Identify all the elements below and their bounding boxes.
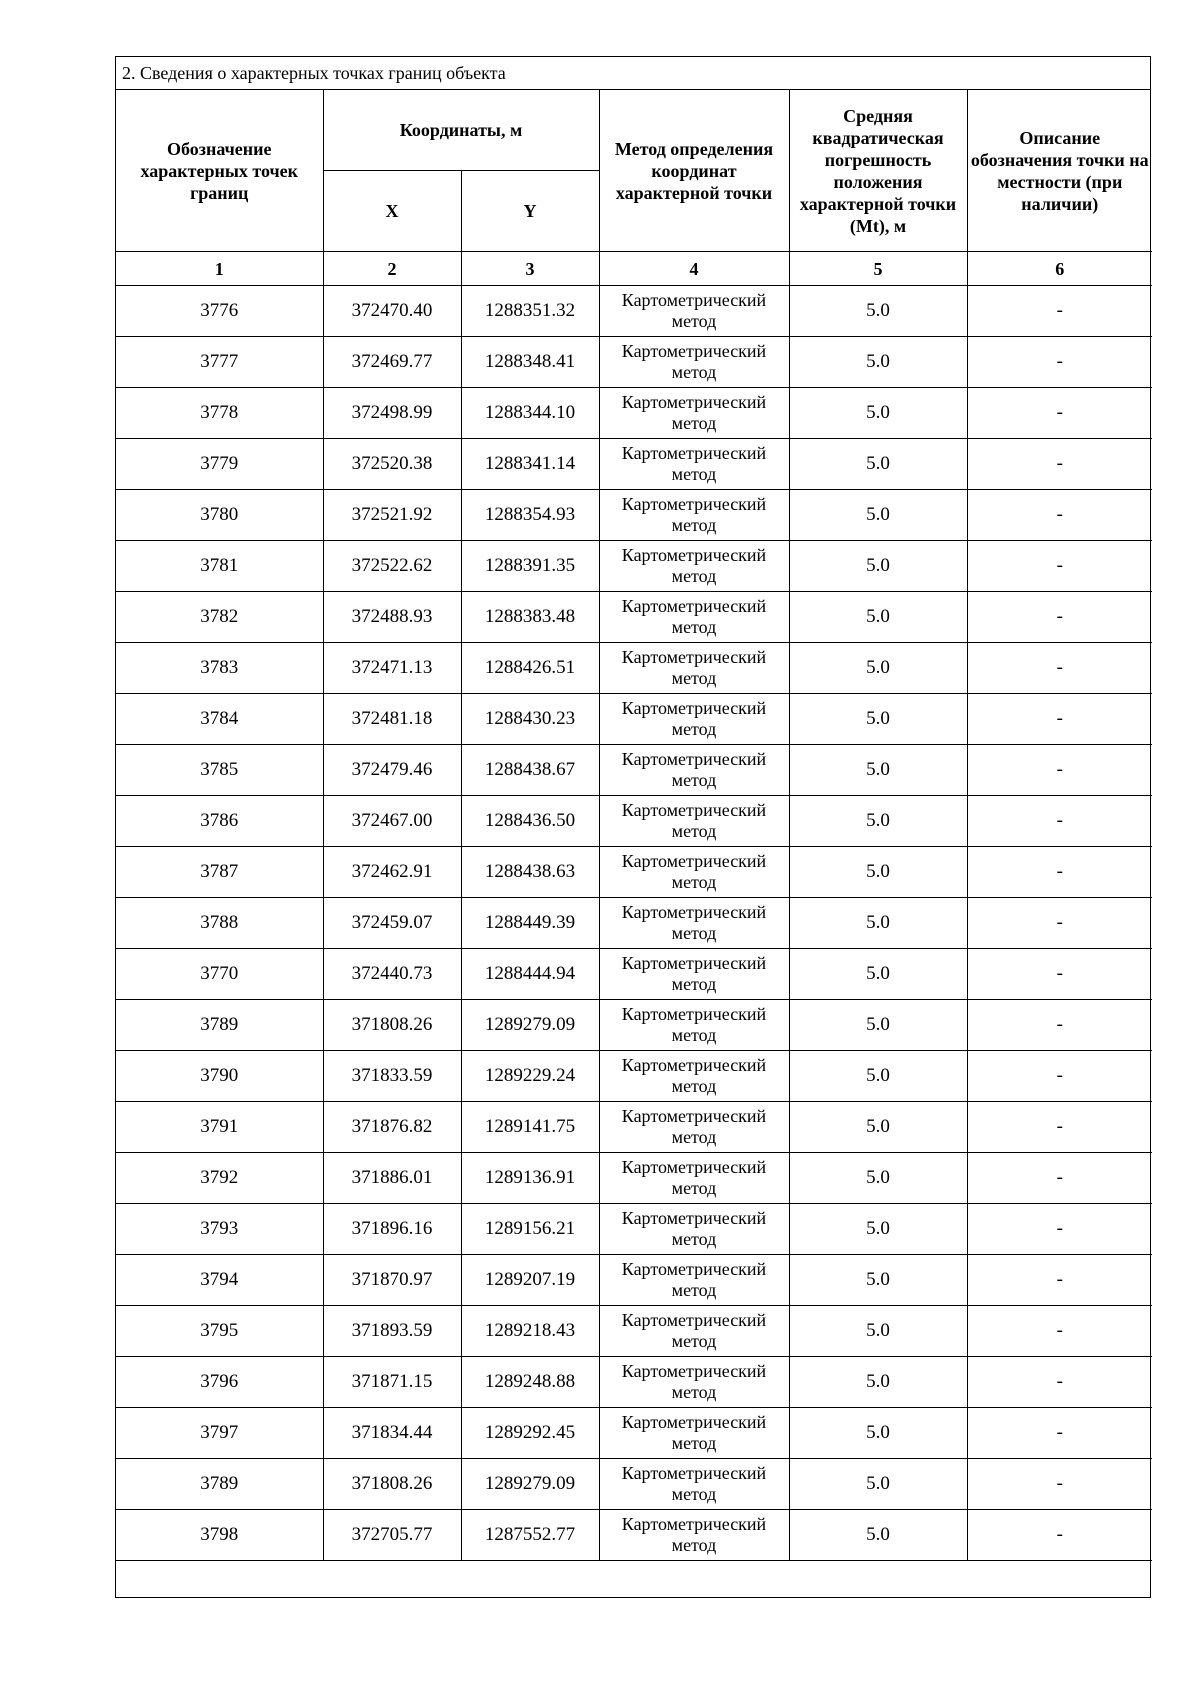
cell-y: 1288449.39 xyxy=(461,898,599,949)
cell-method: Картометрический метод xyxy=(599,490,789,541)
table-row xyxy=(116,898,1152,949)
cell-mt: 5.0 xyxy=(789,541,967,592)
cell-description: - xyxy=(967,1204,1152,1255)
cell-mt: 5.0 xyxy=(789,1000,967,1051)
table-row xyxy=(116,643,1152,694)
cell-mt: 5.0 xyxy=(789,796,967,847)
column-number: 1 xyxy=(116,252,323,286)
table-row xyxy=(116,847,1152,898)
cell-mt: 5.0 xyxy=(789,898,967,949)
cell-y: 1289207.19 xyxy=(461,1255,599,1306)
table-row xyxy=(116,1510,1152,1561)
cell-method: Картометрический метод xyxy=(599,694,789,745)
header-designation: Обозначение характерных точек границ xyxy=(116,90,323,252)
cell-description: - xyxy=(967,1408,1152,1459)
cell-method: Картометрический метод xyxy=(599,1510,789,1561)
cell-y: 1288438.67 xyxy=(461,745,599,796)
cell-method: Картометрический метод xyxy=(599,439,789,490)
cell-y: 1288354.93 xyxy=(461,490,599,541)
column-number: 6 xyxy=(967,252,1152,286)
cell-x: 372479.46 xyxy=(323,745,461,796)
cell-point: 3784 xyxy=(116,694,323,745)
cell-point: 3793 xyxy=(116,1204,323,1255)
cell-description: - xyxy=(967,592,1152,643)
cell-x: 371871.15 xyxy=(323,1357,461,1408)
cell-y: 1288341.14 xyxy=(461,439,599,490)
cell-point: 3796 xyxy=(116,1357,323,1408)
cell-method: Картометрический метод xyxy=(599,1051,789,1102)
cell-method: Картометрический метод xyxy=(599,949,789,1000)
cell-mt: 5.0 xyxy=(789,490,967,541)
cell-y: 1289279.09 xyxy=(461,1459,599,1510)
cell-x: 372462.91 xyxy=(323,847,461,898)
cell-method: Картометрический метод xyxy=(599,1102,789,1153)
cell-description: - xyxy=(967,286,1152,337)
cell-y: 1289229.24 xyxy=(461,1051,599,1102)
cell-x: 372481.18 xyxy=(323,694,461,745)
cell-description: - xyxy=(967,745,1152,796)
cell-mt: 5.0 xyxy=(789,1408,967,1459)
cell-y: 1288391.35 xyxy=(461,541,599,592)
cell-mt: 5.0 xyxy=(789,388,967,439)
cell-description: - xyxy=(967,1102,1152,1153)
cell-x: 371893.59 xyxy=(323,1306,461,1357)
cell-point: 3785 xyxy=(116,745,323,796)
cell-y: 1288383.48 xyxy=(461,592,599,643)
cell-method: Картометрический метод xyxy=(599,1459,789,1510)
cell-y: 1288426.51 xyxy=(461,643,599,694)
cell-x: 372467.00 xyxy=(323,796,461,847)
cell-x: 372522.62 xyxy=(323,541,461,592)
cell-mt: 5.0 xyxy=(789,643,967,694)
cell-method: Картометрический метод xyxy=(599,1357,789,1408)
cell-description: - xyxy=(967,490,1152,541)
cell-point: 3770 xyxy=(116,949,323,1000)
table-row xyxy=(116,1459,1152,1510)
cell-description: - xyxy=(967,1459,1152,1510)
cell-x: 371808.26 xyxy=(323,1459,461,1510)
cell-x: 371833.59 xyxy=(323,1051,461,1102)
cell-method: Картометрический метод xyxy=(599,388,789,439)
cell-method: Картометрический метод xyxy=(599,1204,789,1255)
cell-y: 1288351.32 xyxy=(461,286,599,337)
cell-description: - xyxy=(967,1357,1152,1408)
cell-point: 3782 xyxy=(116,592,323,643)
cell-x: 371886.01 xyxy=(323,1153,461,1204)
cell-mt: 5.0 xyxy=(789,847,967,898)
cell-y: 1289156.21 xyxy=(461,1204,599,1255)
cell-mt: 5.0 xyxy=(789,439,967,490)
table-row xyxy=(116,1102,1152,1153)
cell-x: 371834.44 xyxy=(323,1408,461,1459)
cell-method: Картометрический метод xyxy=(599,1306,789,1357)
cell-description: - xyxy=(967,949,1152,1000)
table-row xyxy=(116,388,1152,439)
table-row xyxy=(116,1204,1152,1255)
cell-method: Картометрический метод xyxy=(599,337,789,388)
cell-description: - xyxy=(967,694,1152,745)
cell-y: 1288430.23 xyxy=(461,694,599,745)
cell-description: - xyxy=(967,439,1152,490)
header-description: Описание обозначения точки на местности (при наличии) xyxy=(967,90,1152,252)
table-row xyxy=(116,1000,1152,1051)
cell-x: 372459.07 xyxy=(323,898,461,949)
cell-method: Картометрический метод xyxy=(599,541,789,592)
table-row xyxy=(116,1306,1152,1357)
cell-y: 1287552.77 xyxy=(461,1510,599,1561)
column-number: 3 xyxy=(461,252,599,286)
cell-x: 372520.38 xyxy=(323,439,461,490)
cell-mt: 5.0 xyxy=(789,745,967,796)
cell-y: 1288344.10 xyxy=(461,388,599,439)
cell-method: Картометрический метод xyxy=(599,745,789,796)
cell-point: 3783 xyxy=(116,643,323,694)
cell-point: 3778 xyxy=(116,388,323,439)
table-row xyxy=(116,949,1152,1000)
cell-method: Картометрический метод xyxy=(599,847,789,898)
cell-y: 1288444.94 xyxy=(461,949,599,1000)
cell-method: Картометрический метод xyxy=(599,898,789,949)
table-row xyxy=(116,694,1152,745)
table-row xyxy=(116,745,1152,796)
cell-y: 1289248.88 xyxy=(461,1357,599,1408)
cell-y: 1289136.91 xyxy=(461,1153,599,1204)
cell-x: 372521.92 xyxy=(323,490,461,541)
table-row xyxy=(116,439,1152,490)
cell-point: 3786 xyxy=(116,796,323,847)
cell-point: 3779 xyxy=(116,439,323,490)
cell-description: - xyxy=(967,388,1152,439)
cell-method: Картометрический метод xyxy=(599,1408,789,1459)
header-method: Метод определения координат характерной точки xyxy=(599,90,789,252)
cell-y: 1289292.45 xyxy=(461,1408,599,1459)
cell-method: Картометрический метод xyxy=(599,1000,789,1051)
cell-mt: 5.0 xyxy=(789,1255,967,1306)
cell-description: - xyxy=(967,643,1152,694)
header-error: Средняя квадратическая погрешность положения характерной точки (Mt), м xyxy=(789,90,967,252)
cell-mt: 5.0 xyxy=(789,337,967,388)
cell-description: - xyxy=(967,1306,1152,1357)
cell-point: 3781 xyxy=(116,541,323,592)
cell-description: - xyxy=(967,337,1152,388)
cell-description: - xyxy=(967,1510,1152,1561)
cell-mt: 5.0 xyxy=(789,286,967,337)
cell-x: 371808.26 xyxy=(323,1000,461,1051)
cell-description: - xyxy=(967,1153,1152,1204)
table-row xyxy=(116,541,1152,592)
column-number: 2 xyxy=(323,252,461,286)
cell-point: 3792 xyxy=(116,1153,323,1204)
cell-point: 3787 xyxy=(116,847,323,898)
cell-x: 372440.73 xyxy=(323,949,461,1000)
cell-y: 1289141.75 xyxy=(461,1102,599,1153)
cell-point: 3794 xyxy=(116,1255,323,1306)
table-row xyxy=(116,1357,1152,1408)
cell-method: Картометрический метод xyxy=(599,592,789,643)
cell-mt: 5.0 xyxy=(789,949,967,1000)
table-row xyxy=(116,286,1152,337)
table-row xyxy=(116,1255,1152,1306)
section-title: 2. Сведения о характерных точках границ объекта xyxy=(116,57,1150,90)
cell-x: 371870.97 xyxy=(323,1255,461,1306)
boundary-points-table xyxy=(116,90,1152,1597)
cell-y: 1289279.09 xyxy=(461,1000,599,1051)
cell-description: - xyxy=(967,796,1152,847)
cell-description: - xyxy=(967,898,1152,949)
table-row xyxy=(116,592,1152,643)
cell-description: - xyxy=(967,847,1152,898)
cell-method: Картометрический метод xyxy=(599,643,789,694)
cell-x: 372470.40 xyxy=(323,286,461,337)
table-footer-blank xyxy=(116,1561,1152,1598)
header-coordinates: Координаты, м xyxy=(323,90,599,171)
cell-x: 372469.77 xyxy=(323,337,461,388)
cell-point: 3776 xyxy=(116,286,323,337)
cell-y: 1288438.63 xyxy=(461,847,599,898)
cell-y: 1288436.50 xyxy=(461,796,599,847)
table-row xyxy=(116,1153,1152,1204)
cell-method: Картометрический метод xyxy=(599,286,789,337)
cell-description: - xyxy=(967,1000,1152,1051)
cell-point: 3788 xyxy=(116,898,323,949)
cell-x: 372471.13 xyxy=(323,643,461,694)
cell-point: 3791 xyxy=(116,1102,323,1153)
cell-point: 3777 xyxy=(116,337,323,388)
cell-mt: 5.0 xyxy=(789,1051,967,1102)
cell-mt: 5.0 xyxy=(789,1306,967,1357)
cell-mt: 5.0 xyxy=(789,1510,967,1561)
cell-mt: 5.0 xyxy=(789,1459,967,1510)
cell-description: - xyxy=(967,1051,1152,1102)
cell-mt: 5.0 xyxy=(789,1153,967,1204)
cell-x: 372488.93 xyxy=(323,592,461,643)
boundary-points-sheet xyxy=(115,56,1151,1598)
cell-mt: 5.0 xyxy=(789,1102,967,1153)
column-number: 4 xyxy=(599,252,789,286)
cell-mt: 5.0 xyxy=(789,592,967,643)
table-row xyxy=(116,1051,1152,1102)
cell-point: 3790 xyxy=(116,1051,323,1102)
cell-point: 3789 xyxy=(116,1000,323,1051)
table-body xyxy=(116,286,1152,1561)
cell-description: - xyxy=(967,541,1152,592)
cell-y: 1288348.41 xyxy=(461,337,599,388)
cell-point: 3789 xyxy=(116,1459,323,1510)
header-y: Y xyxy=(461,171,599,252)
cell-mt: 5.0 xyxy=(789,1204,967,1255)
cell-method: Картометрический метод xyxy=(599,796,789,847)
cell-point: 3795 xyxy=(116,1306,323,1357)
cell-mt: 5.0 xyxy=(789,694,967,745)
table-row xyxy=(116,490,1152,541)
cell-x: 371876.82 xyxy=(323,1102,461,1153)
cell-x: 372705.77 xyxy=(323,1510,461,1561)
cell-method: Картометрический метод xyxy=(599,1255,789,1306)
cell-point: 3780 xyxy=(116,490,323,541)
cell-x: 371896.16 xyxy=(323,1204,461,1255)
cell-x: 372498.99 xyxy=(323,388,461,439)
column-number: 5 xyxy=(789,252,967,286)
table-row xyxy=(116,796,1152,847)
cell-y: 1289218.43 xyxy=(461,1306,599,1357)
header-x: X xyxy=(323,171,461,252)
table-row xyxy=(116,1408,1152,1459)
table-row xyxy=(116,337,1152,388)
cell-mt: 5.0 xyxy=(789,1357,967,1408)
cell-point: 3798 xyxy=(116,1510,323,1561)
cell-point: 3797 xyxy=(116,1408,323,1459)
cell-method: Картометрический метод xyxy=(599,1153,789,1204)
cell-description: - xyxy=(967,1255,1152,1306)
